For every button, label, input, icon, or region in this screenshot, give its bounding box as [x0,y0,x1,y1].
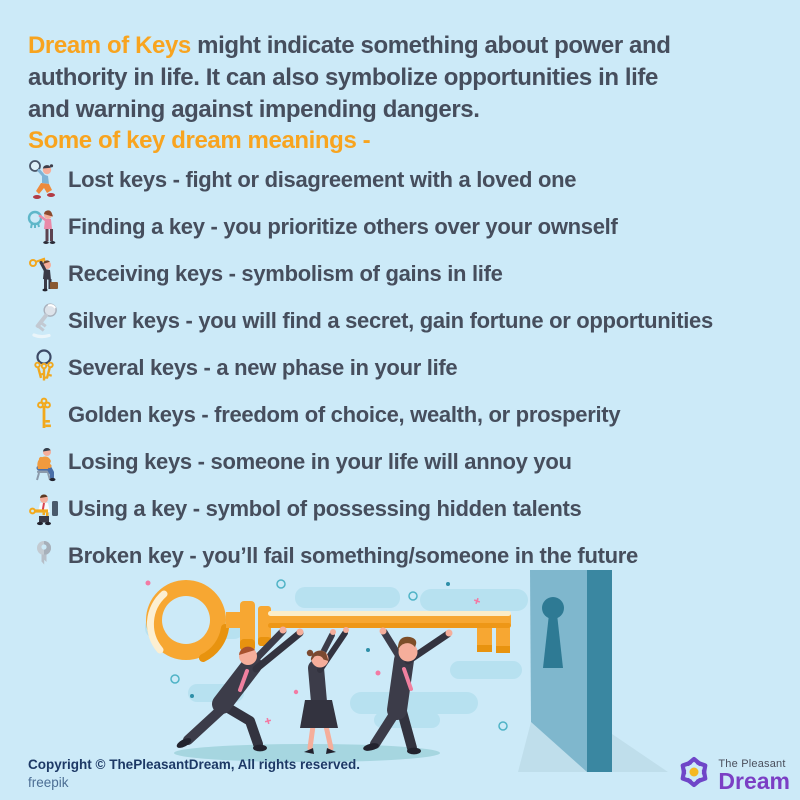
meaning-item-several-keys [24,344,713,391]
logo-text-bottom: Dream [718,767,790,794]
meaning-item-receiving-keys [24,250,713,297]
meaning-item-using-a-key [24,485,713,532]
golden-key-icon [24,393,64,437]
pleasant-dream-flower-icon [675,752,713,797]
intro-highlight: Dream of Keys [28,32,191,59]
meaning-item-golden-keys [24,391,713,438]
meaning-item-finding-a-key [24,203,713,250]
meaning-text: Golden keys - freedom of choice, wealth, or prosperity [68,401,621,427]
intro-line-2: authority in life. It can also symbolize opportunities in life [28,64,658,91]
meaning-text: Losing keys - someone in your life will annoy you [68,448,572,474]
intro-paragraph [28,30,788,126]
keyring-several-keys-icon [24,346,64,390]
subheading: Some of key dream meanings - [28,127,371,154]
person-golden-key-icon [24,252,64,296]
meaning-text: Receiving keys - symbolism of gains in life [68,260,503,286]
footer-copyright: Copyright © ThePleasantDream, All rights reserved. [28,757,361,772]
meaning-text: Broken key - you’ll fail something/someone in the future [68,542,638,568]
meaning-text: Several keys - a new phase in your life [68,354,458,380]
meaning-text: Silver keys - you will find a secret, gain fortune or opportunities [68,307,713,333]
person-keyring-icon [24,205,64,249]
person-using-key-icon [24,487,64,531]
person-magnifier-icon [24,158,64,202]
intro-line-1: Dream of Keys might indicate something about power and [28,32,671,59]
brand-logo [675,752,790,797]
meaning-item-lost-keys [24,156,713,203]
silver-key-icon [24,299,64,343]
meaning-text: Finding a key - you prioritize others over your ownself [68,213,618,239]
person-middle [300,627,349,754]
meaning-text: Lost keys - fight or disagreement with a loved one [68,166,577,192]
meaning-text: Using a key - symbol of possessing hidden talents [68,495,582,521]
footer-credit: freepik [28,775,69,790]
logo-text-top: The Pleasant [718,757,786,770]
intro-line-3: and warning against impending dangers. [28,96,480,123]
meanings-list [24,156,713,579]
person-right [362,628,452,755]
meaning-item-losing-keys [24,438,713,485]
meaning-item-silver-keys [24,297,713,344]
keyhole-door [518,570,668,772]
person-sitting-icon [24,440,64,484]
